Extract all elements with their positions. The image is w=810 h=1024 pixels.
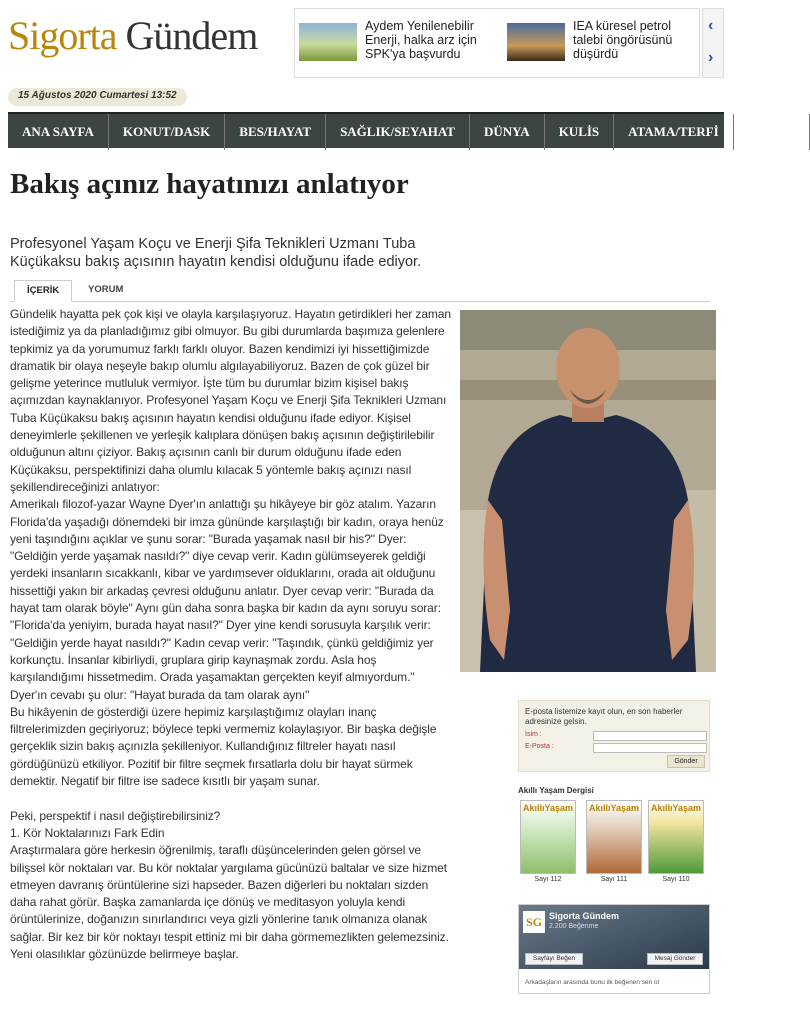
name-field[interactable] xyxy=(593,731,707,741)
like-page-button[interactable]: Sayfayı Beğen xyxy=(525,953,583,965)
facebook-page-name[interactable]: Sigorta Gündem xyxy=(549,911,620,921)
article-subtitle: Profesyonel Yaşam Koçu ve Enerji Şifa Teknikleri Uzmanı Tuba Küçükaksu bakış açısının hayatın kendisi olduğunu ifade ediyor. xyxy=(10,236,422,270)
headline-text: Aydem Yenilenebilir Enerji, halka arz için SPK'ya başvurdu xyxy=(365,19,477,61)
magazine-title: Akıllı Yaşam Dergisi xyxy=(518,786,594,795)
headline-thumbnail xyxy=(507,23,565,61)
tab-content[interactable]: İÇERİK xyxy=(14,280,72,302)
magazine-cover[interactable] xyxy=(520,800,576,874)
nav-item-dunya[interactable]: DÜNYA xyxy=(470,114,545,150)
article-photo xyxy=(460,310,716,672)
portrait-illustration xyxy=(460,310,716,672)
magazine-caption: Sayı 111 xyxy=(600,876,628,883)
magazine-cover-title: AkıllıYaşam xyxy=(589,803,640,813)
email-label: E-Posta : xyxy=(525,743,554,750)
article-title: Bakış açınız hayatınızı anlatıyor xyxy=(10,168,409,200)
headline-item[interactable] xyxy=(507,19,703,69)
newsletter-name-row xyxy=(525,731,707,743)
article-paragraph: Amerikalı filozof-yazar Wayne Dyer'ın anlattığı şu hikâyeye bir göz atalım. Yazarın Florida'da yaşadığı dönemdeki bir imza gününde karşılaştığı bir kadın, oraya henüz yeni taşındığını açıklar ve şunu sorar: "Burada yaşamak nasıl bir his?" Dyer: "Geldiğin yerde yaşamak nasıldı?" diye cevap verir. Kadın gülümseyerek geldiği yerdeki insanların sıcakkanlı, kibar ve yardımsever olduklarını, orada ait olduğunu hissettiği yakın bir arkadaş çevresi olduğunu anlatır. Dyer cevap verir: "Burada da hayat tam olarak böyle" Aynı gün daha sonra başka bir kadın da aynı soruyu sorar: "Florida'da yeniyim, burada hayat nasıl?" Dyer yine kendi sorusuyla karşılık verir: "Geldiğin yerde hayat nasıldı?" Kadın cevap verir: "Taşındık, çünkü geldiğimiz yer korkunçtu. İnsanlar kibirliydi, gruplara girip kaynaşmak zordu. Asla hoş karşılandığımı hissetmedim. Orada yaşamaktan gerçekten keyif almıyordum." Dyer'ın cevabı şu olur: "Hayat burada da tam olarak aynı" xyxy=(10,497,444,702)
article-heading: 1. Kör Noktalarınızı Fark Edin xyxy=(10,825,165,840)
headline-text: IEA küresel petrol talebi öngörüsünü düşürdü xyxy=(573,19,673,61)
site-logo[interactable]: Sigorta Gündem xyxy=(8,13,258,58)
magazine-cover[interactable] xyxy=(648,800,704,874)
facebook-cover xyxy=(519,905,709,969)
article-paragraph: Gündelik hayatta pek çok kişi ve olayla karşılaşıyoruz. Hayatın getirdikleri her zaman istediğimiz ya da planladığımız gibi olmuyor. Bu gibi durumlarda başımıza gelenlere tepkimiz ya da yorumumuz farklı farklı oluyor. Bazen kendimizi iyi hissettiğimizde dramatik bir olaya neşeyle bakıp olumlu algılayabiliyoruz. Bazen de çok güzel bir gelişme yeterince mutluluk vermiyor. İşte tüm bu durumlar bizim kişisel bakış açımızdan kaynaklanıyor. Profesyonel Yaşam Koçu ve Enerji Şifa Teknikleri Uzmanı Tuba Küçükaksu bakış açısının hayatın kendisi olduğunu ifade ediyor. Kişisel deneyimlerle şekillenen ve yerleşik kalıplara dönüşen bakış açısının değiştirilebilir olduğunun altını çiziyor. Bakış açısının canlı bir durum olduğunu ifade eden Küçükaksu, perspektifinizi daha olumlu kılacak 5 yöntemle bakış açınızı nasıl şekillendireceğinizi anlatıyor: xyxy=(10,307,451,494)
nav-item-atama-terfi[interactable]: ATAMA/TERFİ xyxy=(614,114,734,150)
nav-item-bes-hayat[interactable]: BES/HAYAT xyxy=(225,114,326,150)
email-field[interactable] xyxy=(593,743,707,753)
newsletter-text: E-posta listemize kayıt olun, en son haberler adresinize gelsin. xyxy=(525,707,683,726)
magazine-cover-title: AkıllıYaşam xyxy=(651,803,702,813)
nav-item-saglik-seyahat[interactable]: SAĞLIK/SEYAHAT xyxy=(326,114,470,150)
headline-item[interactable] xyxy=(299,19,495,69)
article-tabs xyxy=(10,280,710,302)
tab-comments[interactable]: YORUM xyxy=(88,284,124,295)
nav-item-konut-dask[interactable]: KONUT/DASK xyxy=(109,114,225,150)
nav-item-kasko[interactable]: KASKO xyxy=(734,114,810,150)
magazine-cover[interactable] xyxy=(586,800,642,874)
magazine-cover-title: AkıllıYaşam xyxy=(523,803,574,813)
name-label: İsim : xyxy=(525,731,542,738)
newsletter-email-row xyxy=(525,743,707,755)
facebook-page-logo[interactable]: SG xyxy=(523,911,545,933)
article-paragraph: Araştırmalara göre herkesin öğrenilmiş, taraflı düşüncelerinden gelen görsel ve bilişsel kör noktaları var. Bu kör noktalar yargılama gücünüzü baltalar ve size hizmet etmeyen davranış örüntülerine sizi hapseder. Bazen diğerleri bu noktaları sizden daha rahat görür. Başka zamanlarda içe dönüş ve meditasyon yoluyla kendi örüntülerinize, doğanızın sınırlandırıcı veya gizli yönlerine tanık olmanıza olanak sağlar. Bir kez bir kör noktayı tespit ettiniz mi bir daha görmemezlikten gelemezsiniz. Yeni olasılıklar gözünüzde belirmeye başlar. xyxy=(10,843,449,961)
main-nav xyxy=(8,112,795,148)
chevron-right-icon[interactable]: › xyxy=(708,49,714,66)
facebook-widget xyxy=(518,904,710,994)
headline-thumbnail xyxy=(299,23,357,61)
chevron-left-icon[interactable]: ‹ xyxy=(708,17,714,34)
article-spacer xyxy=(10,790,452,807)
facebook-like-count: 2.200 Beğenme xyxy=(549,923,599,930)
article-paragraph: Peki, perspektif i nasıl değiştirebilirsiniz? xyxy=(10,808,221,823)
headline-carousel xyxy=(294,8,700,78)
facebook-footer: Arkadaşların arasında bunu ilk beğenen sen ol xyxy=(525,979,660,986)
article-paragraph: Bu hikâyenin de gösterdiği üzere hepimiz karşılaştığımız olayları inanç filtrelerimizden geçiriyoruz; böylece tepki vermemiz kolaylaşıyor. Bir başka değişle gerçeklik sizin bakış açınızla şekilleniyor. Kullandığınız filtreler hayatı nasıl gördüğünüzü etkiliyor. Pozitif bir filtre seçmek fırsatlarla dolu bir hayat sürmek demektir. Negatif bir filtre ise sadece kısıtlı bir yaşam sunar. xyxy=(10,704,437,789)
carousel-arrows xyxy=(702,8,724,78)
magazine-caption: Sayı 112 xyxy=(534,876,562,883)
date-display: 15 Ağustos 2020 Cumartesi 13:52 xyxy=(8,88,187,106)
send-message-button[interactable]: Mesaj Gönder xyxy=(647,953,703,965)
submit-button[interactable]: Gönder xyxy=(667,755,705,768)
newsletter-box xyxy=(518,700,710,772)
nav-item-kulis[interactable]: KULİS xyxy=(545,114,614,150)
site-header xyxy=(0,0,724,82)
nav-item-ana-sayfa[interactable]: ANA SAYFA xyxy=(8,114,109,150)
magazine-caption: Sayı 110 xyxy=(662,876,690,883)
article-body xyxy=(10,306,452,963)
